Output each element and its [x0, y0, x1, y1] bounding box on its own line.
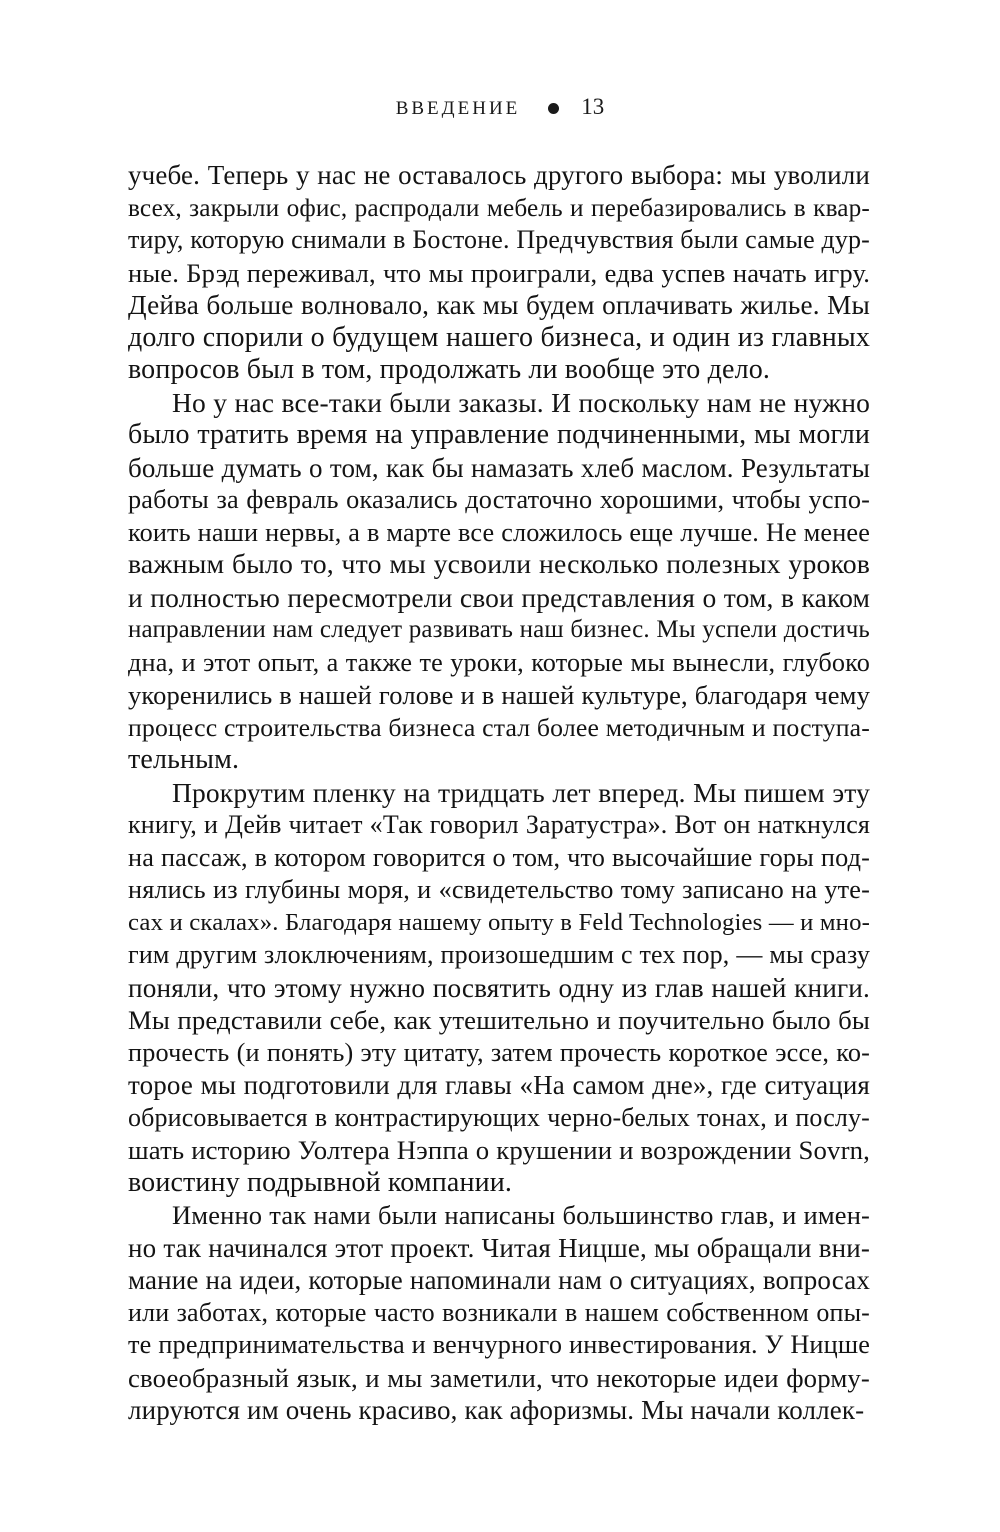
running-head: [0, 92, 1000, 124]
text-line: важным было то, что мы усвоили несколько полезных уроков: [128, 549, 870, 580]
paragraph: [128, 1199, 870, 1427]
text-line: Дейва больше волновало, как мы будем оплачивать жилье. Мы: [128, 290, 870, 320]
text-line: ные. Брэд переживал, что мы проиграли, едва успев начать игру.: [128, 257, 870, 288]
text-line: тиру, которую снимали в Бостоне. Предчувствия были самые дур-: [128, 225, 870, 254]
text-line: Но у нас все-таки были заказы. И поскольку нам не нужно: [172, 386, 870, 418]
text-line: прочесть (и понять) эту цитату, затем прочесть короткое эссе, ко-: [128, 1037, 870, 1067]
text-line: сах и скалах». Благодаря нашему опыту в Feld Technologies — и мно-: [128, 908, 870, 936]
text-line: поняли, что этому нужно посвятить одну из глав нашей книги.: [128, 972, 870, 1003]
text-line: учебе. Теперь у нас не оставалось другого выбора: мы уволили: [128, 160, 870, 190]
text-line: на пассаж, в котором говорится о том, что высочайшие горы под-: [128, 842, 870, 872]
text-line: книгу, и Дейв читает «Так говорил Заратустра». Вот он наткнулся: [128, 810, 870, 839]
text-line: укоренились в нашей голове и в нашей культуре, благодаря чему: [128, 680, 870, 710]
text-line: мание на идеи, которые напоминали нам о ситуациях, вопросах: [128, 1265, 870, 1295]
text-line: шать историю Уолтера Нэппа о крушении и возрождении Sovrn,: [128, 1135, 870, 1165]
section-title: ВВЕДЕНИЕ: [395, 98, 521, 119]
paragraph: [128, 387, 870, 777]
text-line: гим другим злоключениям, произошедшим с тех пор, — мы сразу: [128, 940, 870, 969]
text-line: всех, закрыли офис, распродали мебель и перебазировались в квар-: [128, 193, 870, 222]
text-line: вопросов был в том, продолжать ли вообще это дело.: [128, 354, 770, 385]
text-line: но так начинался этот проект. Читая Ницше, мы обращали вни-: [128, 1232, 870, 1263]
text-line: Именно так нами были написаны большинство глав, и имен-: [172, 1200, 870, 1230]
text-line: своеобразный язык, и мы заметили, что некоторые идеи форму-: [128, 1362, 870, 1393]
bullet-separator-icon: [548, 103, 559, 114]
body-text: [128, 159, 870, 1427]
page-number: 13: [581, 94, 605, 119]
text-line: было тратить время на управление подчиненными, мы могли: [128, 419, 870, 450]
text-line: больше думать о том, как бы намазать хлеб маслом. Результаты: [128, 452, 870, 483]
text-line: те предпринимательства и венчурного инвестирования. У Ницше: [128, 1330, 870, 1359]
text-line: лируются им очень красиво, как афоризмы. Мы начали коллек-: [128, 1395, 865, 1425]
text-line: обрисовывается в контрастирующих черно-белых тонах, и послу-: [128, 1102, 870, 1132]
text-line: или заботах, которые часто возникали в нашем собственном опы-: [128, 1297, 870, 1327]
text-line: направлении нам следует развивать наш бизнес. Мы успели достичь: [128, 616, 870, 643]
text-line: нялись из глубины моря, и «свидетельство тому записано на уте-: [128, 875, 870, 904]
text-line: работы за февраль оказались достаточно хорошими, чтобы успо-: [128, 485, 870, 514]
text-line: Прокрутим пленку на тридцать лет вперед. Мы пишем эту: [172, 776, 870, 808]
paragraph: [128, 159, 870, 387]
text-line: процесс строительства бизнеса стал более методичным и поступа-: [128, 712, 870, 742]
text-line: дна, и этот опыт, а также те уроки, которые мы вынесли, глубоко: [128, 647, 870, 677]
text-line: Мы представили себе, как утешительно и поучительно было бы: [128, 1005, 870, 1035]
text-line: коить наши нервы, а в марте все сложилось еще лучше. Не менее: [128, 517, 870, 547]
text-line: долго спорили о будущем нашего бизнеса, и один из главных: [128, 321, 870, 353]
text-line: тельным.: [128, 744, 240, 775]
text-line: торое мы подготовили для главы «На самом дне», где ситуация: [128, 1070, 870, 1100]
text-line: и полностью пересмотрели свои представления о том, в каком: [128, 581, 870, 613]
text-line: воистину подрывной компании.: [128, 1166, 513, 1198]
paragraph: [128, 777, 870, 1200]
